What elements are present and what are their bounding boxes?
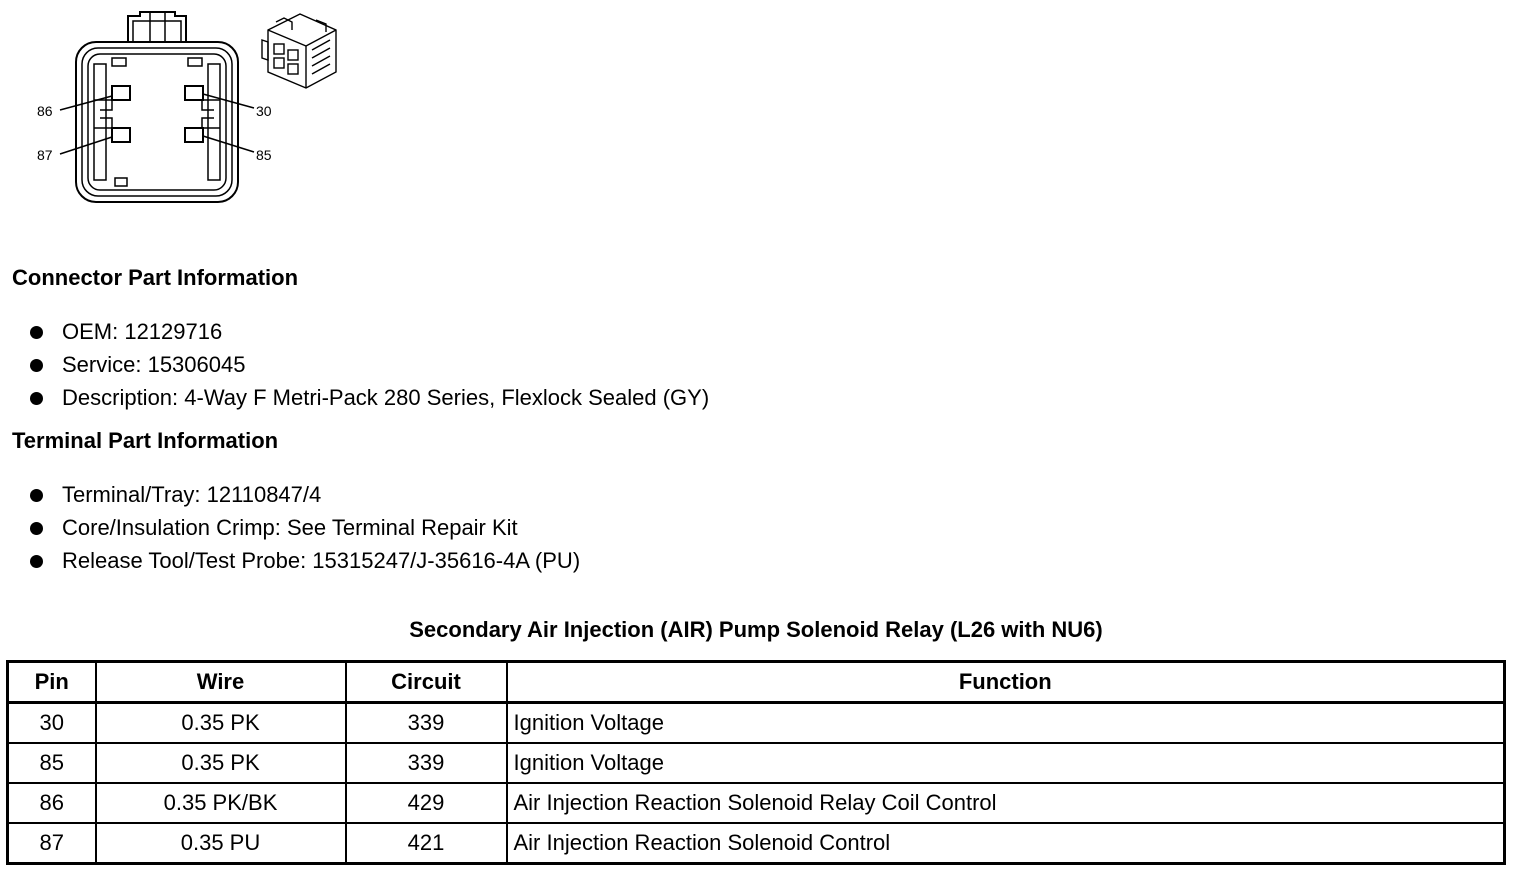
cell-function: Ignition Voltage xyxy=(507,703,1505,744)
bullet-icon xyxy=(30,555,43,568)
terminal-crimp: Core/Insulation Crimp: See Terminal Repair Kit xyxy=(62,515,518,540)
terminal-info-heading: Terminal Part Information xyxy=(12,428,279,453)
pin-table xyxy=(6,660,1506,865)
cell-pin: 87 xyxy=(8,823,96,864)
bullet-icon xyxy=(30,489,43,502)
cell-function: Air Injection Reaction Solenoid Relay Coil Control xyxy=(507,783,1505,823)
pin-label-86: 86 xyxy=(37,103,53,119)
connector-isometric-icon xyxy=(262,14,336,88)
connector-diagram xyxy=(0,0,360,215)
header-pin: Pin xyxy=(8,662,96,703)
cell-circuit: 339 xyxy=(346,703,507,744)
pin-label-30: 30 xyxy=(256,103,272,119)
bullet-icon xyxy=(30,392,43,405)
cell-wire: 0.35 PK xyxy=(96,703,346,744)
pin-label-85: 85 xyxy=(256,147,272,163)
cell-wire: 0.35 PU xyxy=(96,823,346,864)
header-circuit: Circuit xyxy=(346,662,507,703)
table-row xyxy=(8,823,1505,864)
list-item xyxy=(30,384,709,417)
bullet-icon xyxy=(30,522,43,535)
connector-face-drawing xyxy=(60,12,254,202)
cell-circuit: 339 xyxy=(346,743,507,783)
terminal-tray: Terminal/Tray: 12110847/4 xyxy=(62,482,322,507)
bullet-icon xyxy=(30,359,43,372)
pin-label-87: 87 xyxy=(37,147,53,163)
table-row xyxy=(8,743,1505,783)
bullet-icon xyxy=(30,326,43,339)
list-item xyxy=(30,547,580,580)
list-item xyxy=(30,481,580,514)
table-header-row xyxy=(8,662,1505,703)
cell-wire: 0.35 PK/BK xyxy=(96,783,346,823)
connector-service: Service: 15306045 xyxy=(62,352,246,377)
terminal-info-list xyxy=(30,481,580,580)
cell-function: Air Injection Reaction Solenoid Control xyxy=(507,823,1505,864)
cell-function: Ignition Voltage xyxy=(507,743,1505,783)
cell-circuit: 421 xyxy=(346,823,507,864)
cell-pin: 86 xyxy=(8,783,96,823)
connector-info-list xyxy=(30,318,709,417)
connector-description: Description: 4-Way F Metri-Pack 280 Series, Flexlock Sealed (GY) xyxy=(62,385,710,410)
terminal-release-tool: Release Tool/Test Probe: 15315247/J-35616-4A (PU) xyxy=(62,548,581,573)
list-item xyxy=(30,514,580,547)
cell-circuit: 429 xyxy=(346,783,507,823)
connector-info-heading: Connector Part Information xyxy=(12,265,299,290)
cell-pin: 85 xyxy=(8,743,96,783)
cell-wire: 0.35 PK xyxy=(96,743,346,783)
list-item xyxy=(30,351,709,384)
table-title: Secondary Air Injection (AIR) Pump Solenoid Relay (L26 with NU6) xyxy=(409,617,1103,642)
header-function: Function xyxy=(507,662,1505,703)
table-row xyxy=(8,703,1505,744)
connector-oem: OEM: 12129716 xyxy=(62,319,223,344)
table-row xyxy=(8,783,1505,823)
header-wire: Wire xyxy=(96,662,346,703)
cell-pin: 30 xyxy=(8,703,96,744)
list-item xyxy=(30,318,709,351)
